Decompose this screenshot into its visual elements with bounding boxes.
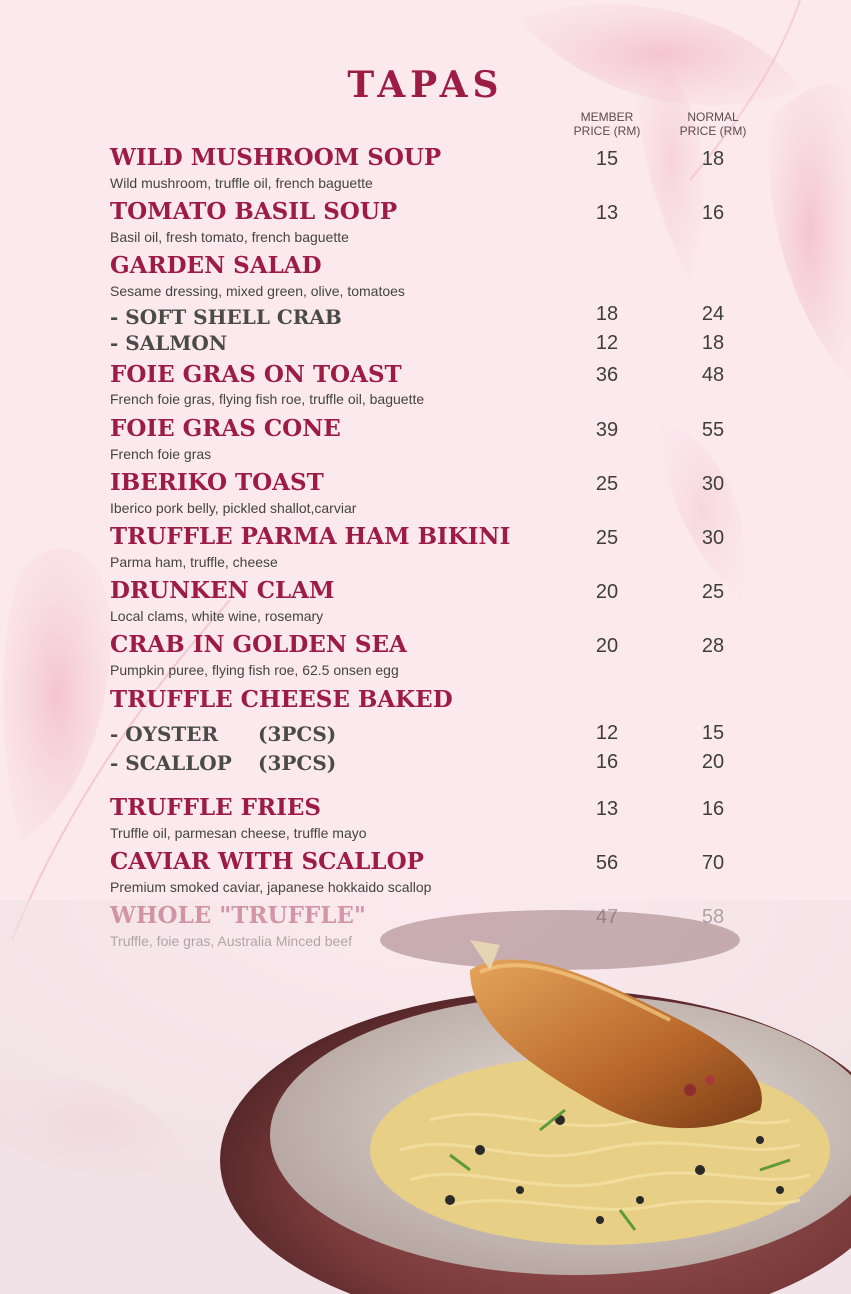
normal-price: 30 [701,527,725,549]
item-desc-truffle-parma-ham-bikini: Parma ham, truffle, cheese [110,554,278,570]
normal-price: 18 [701,332,725,354]
normal-price: 30 [701,473,725,495]
normal-price: 16 [701,798,725,820]
member-price: 56 [595,852,619,874]
member-price: 18 [595,303,619,325]
item-desc-tomato-basil-soup: Basil oil, fresh tomato, french baguette [110,229,349,245]
foie-gras-pasta-dish-photo [0,900,851,1294]
item-desc-truffle-fries: Truffle oil, parmesan cheese, truffle mayo [110,825,367,841]
item-name-truffle-cheese-baked: TRUFFLE CHEESE BAKED [110,686,453,713]
item-name-drunken-clam: DRUNKEN CLAM [110,577,335,604]
item-name-truffle-parma-ham-bikini: TRUFFLE PARMA HAM BIKINI [110,523,511,550]
member-price: 15 [595,148,619,170]
item-name-truffle-fries: TRUFFLE FRIES [110,794,321,821]
member-price: 39 [595,419,619,441]
option-salmon: - SALMON [110,331,228,355]
normal-price: 24 [701,303,725,325]
normal-price: 28 [701,635,725,657]
item-desc-iberiko-toast: Iberico pork belly, pickled shallot,carviar [110,500,357,516]
item-desc-crab-in-golden-sea: Pumpkin puree, flying fish roe, 62.5 onsen egg [110,662,399,678]
item-name-foie-gras-on-toast: FOIE GRAS ON TOAST [110,361,402,388]
item-name-wild-mushroom-soup: WILD MUSHROOM SOUP [110,144,442,171]
normal-price: 70 [701,852,725,874]
menu-title: TAPAS [347,64,504,106]
member-price: 20 [595,581,619,603]
item-name-garden-salad: GARDEN SALAD [110,252,322,279]
option-oyster: - OYSTER (3PCS) [110,722,337,746]
item-name-crab-in-golden-sea: CRAB IN GOLDEN SEA [110,631,407,658]
member-price: 20 [595,635,619,657]
item-desc-foie-gras-on-toast: French foie gras, flying fish roe, truffle oil, baguette [110,391,425,407]
member-price: 12 [595,722,619,744]
item-name-caviar-with-scallop: CAVIAR WITH SCALLOP [110,848,424,875]
item-desc-garden-salad: Sesame dressing, mixed green, olive, tomatoes [110,283,405,299]
item-name-tomato-basil-soup: TOMATO BASIL SOUP [110,198,398,225]
normal-price: 48 [701,364,725,386]
member-price: 36 [595,364,619,386]
option-soft-shell-crab: - SOFT SHELL CRAB [110,305,342,329]
member-price: 16 [595,751,619,773]
option-scallop: - SCALLOP (3PCS) [110,751,337,775]
item-desc-wild-mushroom-soup: Wild mushroom, truffle oil, french baguette [110,175,373,191]
normal-price: 55 [701,419,725,441]
normal-price: 16 [701,202,725,224]
item-name-iberiko-toast: IBERIKO TOAST [110,469,324,496]
normal-price: 18 [701,148,725,170]
item-name-foie-gras-cone: FOIE GRAS CONE [110,415,341,442]
item-desc-foie-gras-cone: French foie gras [110,446,212,462]
member-price: 25 [595,527,619,549]
normal-price: 15 [701,722,725,744]
member-price: 13 [595,798,619,820]
member-price: 25 [595,473,619,495]
normal-price: 20 [701,751,725,773]
member-price-header: MEMBER PRICE (RM) [573,110,641,138]
member-price: 12 [595,332,619,354]
normal-price-header: NORMAL PRICE (RM) [679,110,747,138]
item-desc-drunken-clam: Local clams, white wine, rosemary [110,608,324,624]
normal-price: 25 [701,581,725,603]
member-price: 13 [595,202,619,224]
item-desc-caviar-with-scallop: Premium smoked caviar, japanese hokkaido scallop [110,879,432,895]
